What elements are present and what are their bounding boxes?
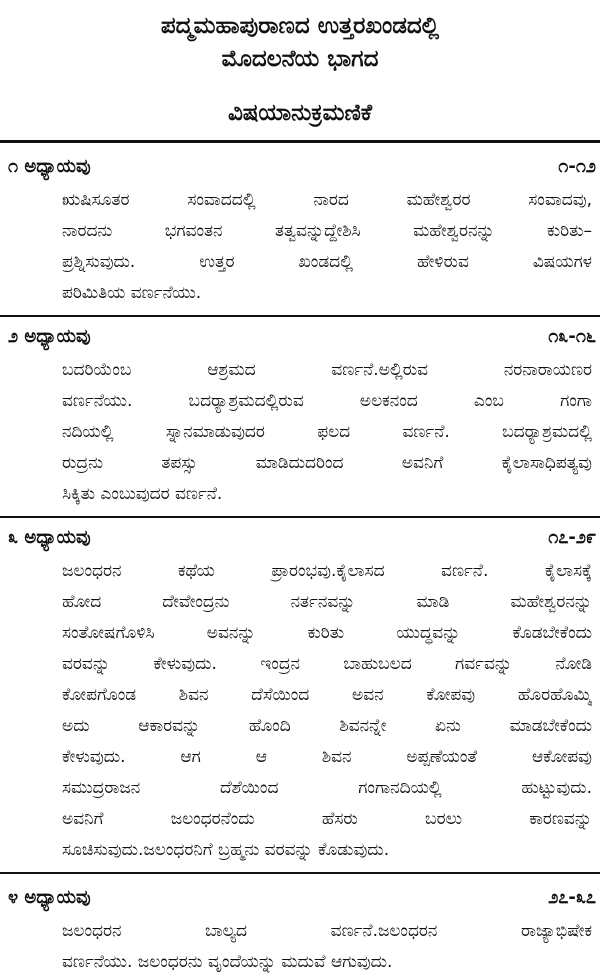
chapter-entry — [0, 526, 600, 874]
summary-line: ರುದ್ರನು ತಪಸ್ಸು ಮಾಡಿದುದರಿಂದ ಅವನಿಗೆ ಕೈಲಾಸಾಧಿಪತ್ಯವು — [62, 453, 592, 473]
chapter-heading — [0, 325, 600, 349]
chapter-summary — [62, 355, 592, 510]
summary-line: ಸಮುದ್ರರಾಜನ ದೆಶೆಯಿಂದ ಗಂಗಾನದಿಯಲ್ಲಿ ಹುಟ್ಟುವುದು. — [62, 778, 592, 798]
summary-line: ವರವನ್ನು ಕೇಳುವುದು. ಇಂದ್ರನ ಬಾಹುಬಲದ ಗರ್ವವನ್ನು ನೋಡಿ — [62, 654, 592, 674]
chapter-divider — [0, 872, 600, 874]
summary-line: ಸಿಕ್ಕಿತು ಎಂಬುವುದರ ವರ್ಣನೆ. — [62, 484, 223, 504]
summary-line: ಸೂಚಿಸುವುದು.ಜಲಂಧರನಿಗೆ ಬ್ರಹ್ಮನು ವರವನ್ನು ಕೊಡುವುದು. — [62, 840, 390, 860]
summary-line: ವರ್ಣನೆಯು. ಬದರ್‍ಯಾಶ್ರಮದಲ್ಲಿರುವ ಅಲಕನಂದ ಎಂಬ ಗಂಗಾ — [62, 391, 592, 411]
summary-line: ಪರಿಮಿತಿಯ ವರ್ಣನೆಯು. — [62, 283, 202, 303]
summary-line: ಋಷಿಸೂತರ ಸಂವಾದದಲ್ಲಿ ನಾರದ ಮಹೇಶ್ವರರ ಸಂವಾದವು, — [62, 190, 592, 210]
chapter-summary — [62, 185, 592, 309]
chapter-label: ೧ ಅಧ್ಯಾಯವು — [8, 156, 91, 177]
chapter-page-range: ೧೩-೧೬ — [548, 326, 596, 347]
chapter-divider — [0, 516, 600, 518]
chapter-heading — [0, 155, 600, 179]
toc-heading: ವಿಷಯಾನುಕ್ರಮಣಿಕೆ — [227, 100, 373, 126]
summary-line: ಪ್ರಶ್ನಿಸುವುದು. ಉತ್ತರ ಖಂಡದಲ್ಲಿ ಹೇಳಿರುವ ವಿಷಯಗಳ — [62, 252, 592, 272]
chapter-divider — [0, 315, 600, 317]
summary-line: ನಾರದನು ಭಗವಂತನ ತತ್ವವನ್ನುದ್ದೇಶಿಸಿ ಮಹೇಶ್ವರನನ್ನು ಕುರಿತು– — [62, 221, 592, 241]
page-header — [0, 0, 600, 128]
summary-line: ಅದು ಆಕಾರವನ್ನು ಹೊಂದಿ ಶಿವನನ್ನೇ ಏನು ಮಾಡಬೇಕೆಂದು — [62, 716, 592, 736]
summary-line: ಬದರಿಯೆಂಬ ಆಶ್ರಮದ ವರ್ಣನೆ.ಅಲ್ಲಿರುವ ನರನಾರಾಯಣರ — [62, 360, 592, 380]
chapter-heading — [0, 886, 600, 910]
summary-line: ಹೋದ ದೇವೇಂದ್ರನು ನರ್ತನವನ್ನು ಮಾಡಿ ಮಹೇಶ್ವರನನ್ನು — [62, 592, 592, 612]
chapter-label: ೪ ಅಧ್ಯಾಯವು — [8, 887, 91, 908]
chapter-page-range: ೧-೧೨ — [558, 156, 596, 177]
summary-line: ಕೋಪಗೊಂಡ ಶಿವನ ದೆಸೆಯಿಂದ ಅವನ ಕೋಪವು ಹೊರಹೊಮ್ಮಿ — [62, 685, 592, 705]
summary-line: ವರ್ಣನೆಯು. ಜಲಂಧರನು ವೃಂದೆಯನ್ನು ಮದುವೆ ಆಗುವುದು. — [62, 952, 393, 972]
page-title-line-2: ಮೊದಲನೆಯ ಭಾಗದ — [221, 46, 379, 72]
header-divider — [0, 140, 600, 143]
summary-line: ಅವನಿಗೆ ಜಲಂಧರನೆಂದು ಹೆಸರು ಬರಲು ಕಾರಣವನ್ನು — [62, 809, 592, 829]
chapter-page-range: ೧೭-೨೯ — [548, 527, 596, 548]
chapter-summary — [62, 916, 592, 978]
chapter-summary — [62, 556, 592, 866]
chapter-page-range: ೨೭-೩೭ — [548, 887, 596, 908]
chapter-list — [0, 155, 600, 978]
chapter-label: ೩ ಅಧ್ಯಾಯವು — [8, 527, 91, 548]
summary-line: ಜಲಂಧರನ ಕಥೆಯ ಪ್ರಾರಂಭವು.ಕೈಲಾಸದ ವರ್ಣನೆ. ಕೈಲಾಸಕ್ಕೆ — [62, 561, 592, 581]
summary-line: ಕೇಳುವುದು. ಆಗ ಆ ಶಿವನ ಅಪ್ಪಣೆಯಂತೆ ಆಕೋಪವು — [62, 747, 592, 767]
summary-line: ಸಂತೋಷಗೊಳಿಸಿ ಅವನನ್ನು ಕುರಿತು ಯುದ್ಧವನ್ನು ಕೊಡಬೇಕೆಂದು — [62, 623, 592, 643]
chapter-entry — [0, 886, 600, 978]
chapter-heading — [0, 526, 600, 550]
page-title-line-1: ಪದ್ಮಮಹಾಪುರಾಣದ ಉತ್ತರಖಂಡದಲ್ಲಿ — [160, 13, 440, 39]
chapter-entry — [0, 155, 600, 317]
summary-line: ನದಿಯಲ್ಲಿ ಸ್ನಾನಮಾಡುವುದರ ಫಲದ ವರ್ಣನೆ. ಬದರ್‍ಯಾಶ್ರಮದಲ್ಲಿ — [62, 422, 592, 442]
chapter-entry — [0, 325, 600, 518]
summary-line: ಜಲಂಧರನ ಬಾಲ್ಯದ ವರ್ಣನೆ.ಜಲಂಧರನ ರಾಜ್ಯಾಭಿಷೇಕ — [62, 921, 592, 941]
chapter-label: ೨ ಅಧ್ಯಾಯವು — [8, 326, 91, 347]
